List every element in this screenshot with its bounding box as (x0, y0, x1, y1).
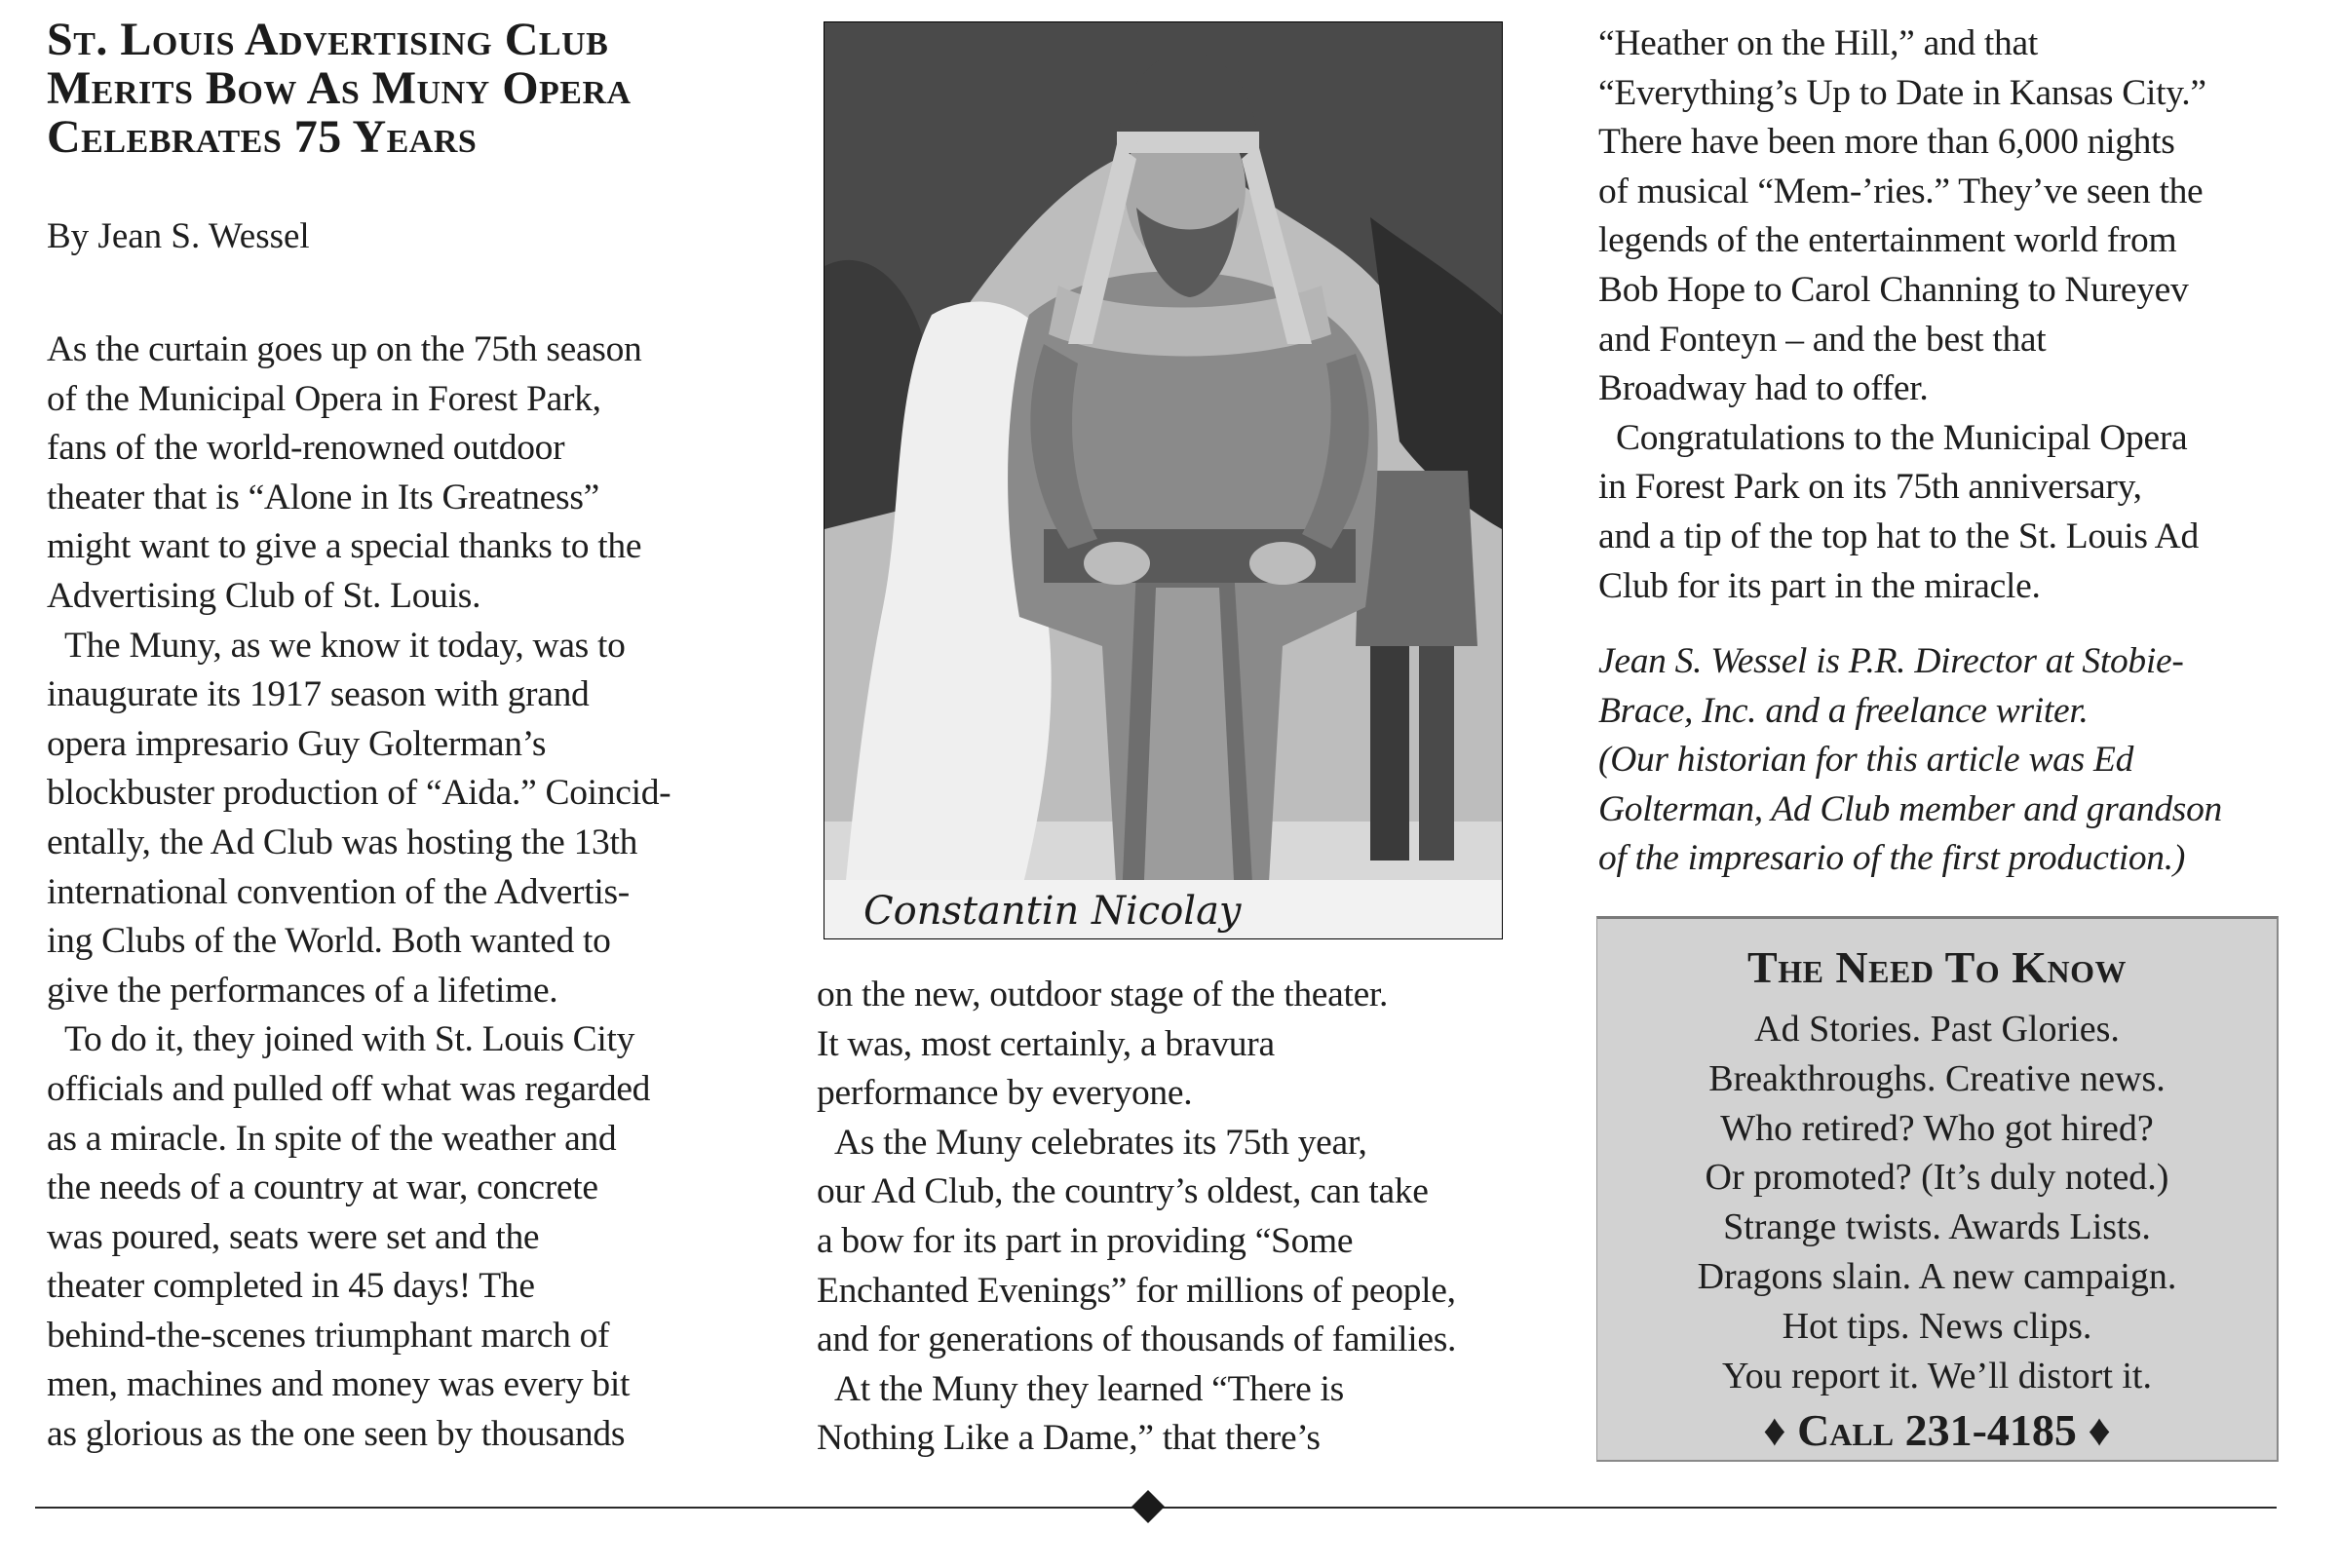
text-line: inaugurate its 1917 season with grand (47, 674, 590, 715)
text-line: opera impresario Guy Golterman’s (47, 723, 547, 764)
sidebar-line: Ad Stories. Past Glories. (1754, 1009, 2120, 1050)
text-line: as a miracle. In spite of the weather and (47, 1118, 617, 1159)
text-line: of the Municipal Opera in Forest Park, (47, 378, 601, 419)
headline-line: St. Louis Advertising Club (47, 14, 609, 65)
sidebar-title: The Need To Know (1747, 942, 2127, 992)
text-line: entally, the Ad Club was hosting the 13th (47, 822, 638, 862)
text-line: “Everything’s Up to Date in Kansas City.” (1598, 72, 2206, 113)
sidebar-lines (1597, 1005, 2277, 1400)
text-line: give the performances of a lifetime. (47, 970, 558, 1011)
text-line: As the curtain goes up on the 75th season (47, 329, 642, 369)
text-line: “Heather on the Hill,” and that (1598, 23, 2038, 63)
need-to-know-box (1596, 916, 2279, 1462)
text-line: and Fonteyn – and the best that (1598, 319, 2047, 360)
sidebar-line: Hot tips. News clips. (1782, 1305, 2092, 1347)
historical-photo (824, 21, 1503, 939)
article-byline: By Jean S. Wessel (47, 216, 310, 256)
sidebar-line: Who retired? Who got hired? (1720, 1107, 2154, 1149)
text-line: international convention of the Advertis- (47, 871, 630, 912)
text-line: theater that is “Alone in Its Greatness” (47, 477, 599, 517)
bio-line: Jean S. Wessel is P.R. Director at Stobie- (1598, 641, 2184, 681)
bio-line: Golterman, Ad Club member and grandson (1598, 788, 2222, 829)
text-line: To do it, they joined with St. Louis City (64, 1019, 635, 1060)
text-line: blockbuster production of “Aida.” Coincid- (47, 773, 671, 814)
headline-line: Merits Bow As Muny Opera (47, 62, 632, 114)
sidebar-line: Breakthroughs. Creative news. (1708, 1057, 2166, 1099)
sidebar-line: You report it. We’ll distort it. (1722, 1355, 2152, 1396)
sidebar-line: Dragons slain. A new campaign. (1697, 1255, 2177, 1297)
text-line: men, machines and money was every bit (47, 1364, 631, 1405)
text-line: Advertising Club of St. Louis. (47, 575, 481, 616)
text-line: fans of the world-renowned outdoor (47, 428, 565, 469)
text-line: Club for its part in the miracle. (1598, 565, 2041, 606)
bio-line: (Our historian for this article was Ed (1598, 740, 2134, 781)
diamond-ornament-icon (1131, 1490, 1165, 1523)
column-1-text (47, 325, 671, 1460)
text-line: The Muny, as we know it today, was to (64, 625, 626, 666)
photo-signature: Constantin Nicolay (863, 889, 1242, 934)
text-line: our Ad Club, the country’s oldest, can take (817, 1171, 1429, 1212)
text-line: Enchanted Evenings” for millions of people, (817, 1270, 1456, 1311)
author-bio (1598, 637, 2222, 884)
sidebar-call-number: ♦ Call 231-4185 ♦ (1763, 1405, 2111, 1456)
text-line: ing Clubs of the World. Both wanted to (47, 921, 611, 962)
text-line: in Forest Park on its 75th anniversary, (1598, 467, 2142, 508)
text-line: At the Muny they learned “There is (834, 1368, 1344, 1409)
text-line: legends of the entertainment world from (1598, 220, 2177, 261)
sidebar-line: Or promoted? (It’s duly noted.) (1705, 1157, 2169, 1199)
bio-line: of the impresario of the first production.) (1598, 838, 2186, 879)
column-2-text (817, 971, 1456, 1464)
photo-illustration (824, 22, 1502, 938)
text-line: It was, most certainly, a bravura (817, 1023, 1275, 1064)
text-line: a bow for its part in providing “Some (817, 1220, 1354, 1261)
article-headline (47, 16, 632, 162)
headline-line: Celebrates 75 Years (47, 111, 478, 163)
text-line: Congratulations to the Municipal Opera (1616, 417, 2188, 458)
text-line: on the new, outdoor stage of the theater. (817, 975, 1389, 1014)
text-line: as glorious as the one seen by thousands (47, 1414, 626, 1455)
text-line: As the Muny celebrates its 75th year, (834, 1122, 1367, 1163)
text-line: the needs of a country at war, concrete (47, 1167, 598, 1208)
text-line: and a tip of the top hat to the St. Louis Ad (1598, 516, 2199, 556)
text-line: performance by everyone. (817, 1073, 1193, 1114)
text-line: Bob Hope to Carol Channing to Nureyev (1598, 269, 2189, 310)
text-line: Broadway had to offer. (1598, 368, 1929, 409)
text-line: behind-the-scenes triumphant march of (47, 1315, 610, 1356)
text-line: officials and pulled off what was regarded (47, 1068, 651, 1109)
column-3-text (1598, 19, 2206, 611)
text-line: Nothing Like a Dame,” that there’s (817, 1418, 1321, 1459)
text-line: theater completed in 45 days! The (47, 1266, 535, 1307)
sidebar-line: Strange twists. Awards Lists. (1723, 1206, 2151, 1248)
bio-line: Brace, Inc. and a freelance writer. (1598, 690, 2089, 731)
text-line: was poured, seats were set and the (47, 1216, 540, 1257)
text-line: of musical “Mem-’ries.” They’ve seen the (1598, 171, 2204, 211)
text-line: might want to give a special thanks to the (47, 526, 642, 567)
text-line: There have been more than 6,000 nights (1598, 122, 2175, 163)
text-line: and for generations of thousands of families. (817, 1319, 1457, 1360)
